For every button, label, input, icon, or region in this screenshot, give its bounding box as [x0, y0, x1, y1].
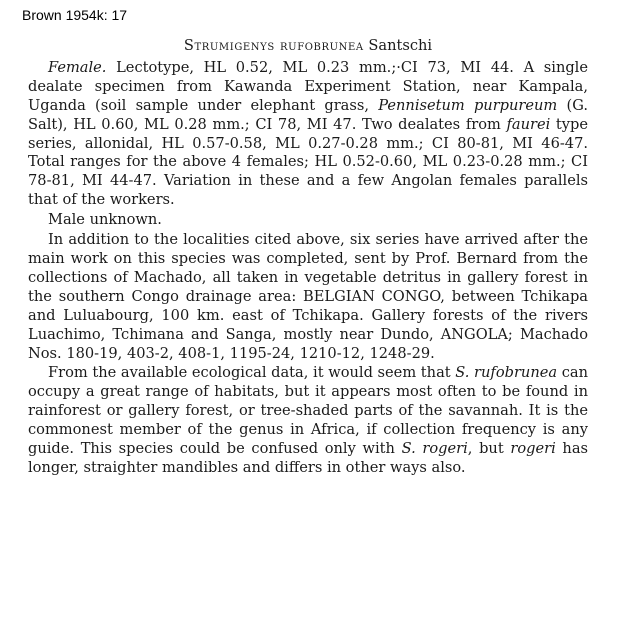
species-name: Strumigenys rufobrunea	[183, 37, 364, 54]
female-italic-pennisetum: Pennisetum purpureum	[378, 96, 558, 114]
female-paragraph	[28, 59, 588, 210]
female-text-2: (G. Salt), HL 0.60, ML 0.28 mm.; CI 78, MI 47. Two dealates from	[28, 96, 588, 133]
ecology-italic-rufobrunea: S. rufobrunea	[455, 364, 558, 382]
additional-localities-paragraph: In addition to the localities cited above, six series have arrived after the main work on this species was completed, sent by Prof. Bernard from the collections of Machado, all taken in vegetable detritus in gallery forest in the southern Congo drainage area: BELGIAN CONGO, between Tchikapa and Luluabourg, 100 km. east of Tchikapa. Gallery forests of the rivers Luachimo, Tchimana and Sanga, mostly near Dundo, ANGOLA; Machado Nos. 180-19, 403-2, 408-1, 1195-24, 1210-12, 1248-29.	[28, 231, 588, 362]
ecology-paragraph	[28, 364, 588, 477]
male-paragraph: Male unknown.	[48, 211, 162, 229]
species-text	[28, 37, 588, 478]
female-text-3: type series, allonidal, HL 0.57-0.58, ML 0.27-0.28 mm.; CI 80-81, MI 46-47. Total ranges for the above 4 females; HL 0.52-0.60, ML 0.23-0.28 mm.; CI 78-81, MI 44-47. Variation in these and a few Angolan females parallels that of the workers.	[28, 115, 589, 209]
female-lead: Female.	[48, 58, 107, 76]
citation-label: Brown 1954k: 17	[22, 7, 128, 23]
ecology-italic-s-rogeri: S. rogeri	[401, 440, 468, 458]
ecology-text-4: has longer, straighter mandibles and differs in other ways also.	[28, 440, 589, 476]
ecology-italic-rogeri: rogeri	[510, 440, 556, 458]
ecology-text-2: can occupy a great range of habitats, but it appears most often to be found in rainforest or gallery forest, or tree-shaded parts of the savannah. It is the commonest member of the genus in Africa, if collection frequency is any guide. This species could be confused only with	[28, 364, 588, 458]
species-heading	[28, 37, 588, 56]
ecology-text-3: , but	[467, 440, 511, 458]
species-author: Santschi	[368, 37, 433, 54]
female-italic-faurei: faurei	[506, 115, 551, 133]
ecology-text-1: From the available ecological data, it would seem that	[48, 364, 456, 382]
female-text-1: Lectotype, HL 0.52, ML 0.23 mm.;·CI 73, MI 44. A single dealate specimen from Kawanda Experiment Station, near Kampala, Uganda (soil sample under elephant grass,	[28, 58, 588, 114]
